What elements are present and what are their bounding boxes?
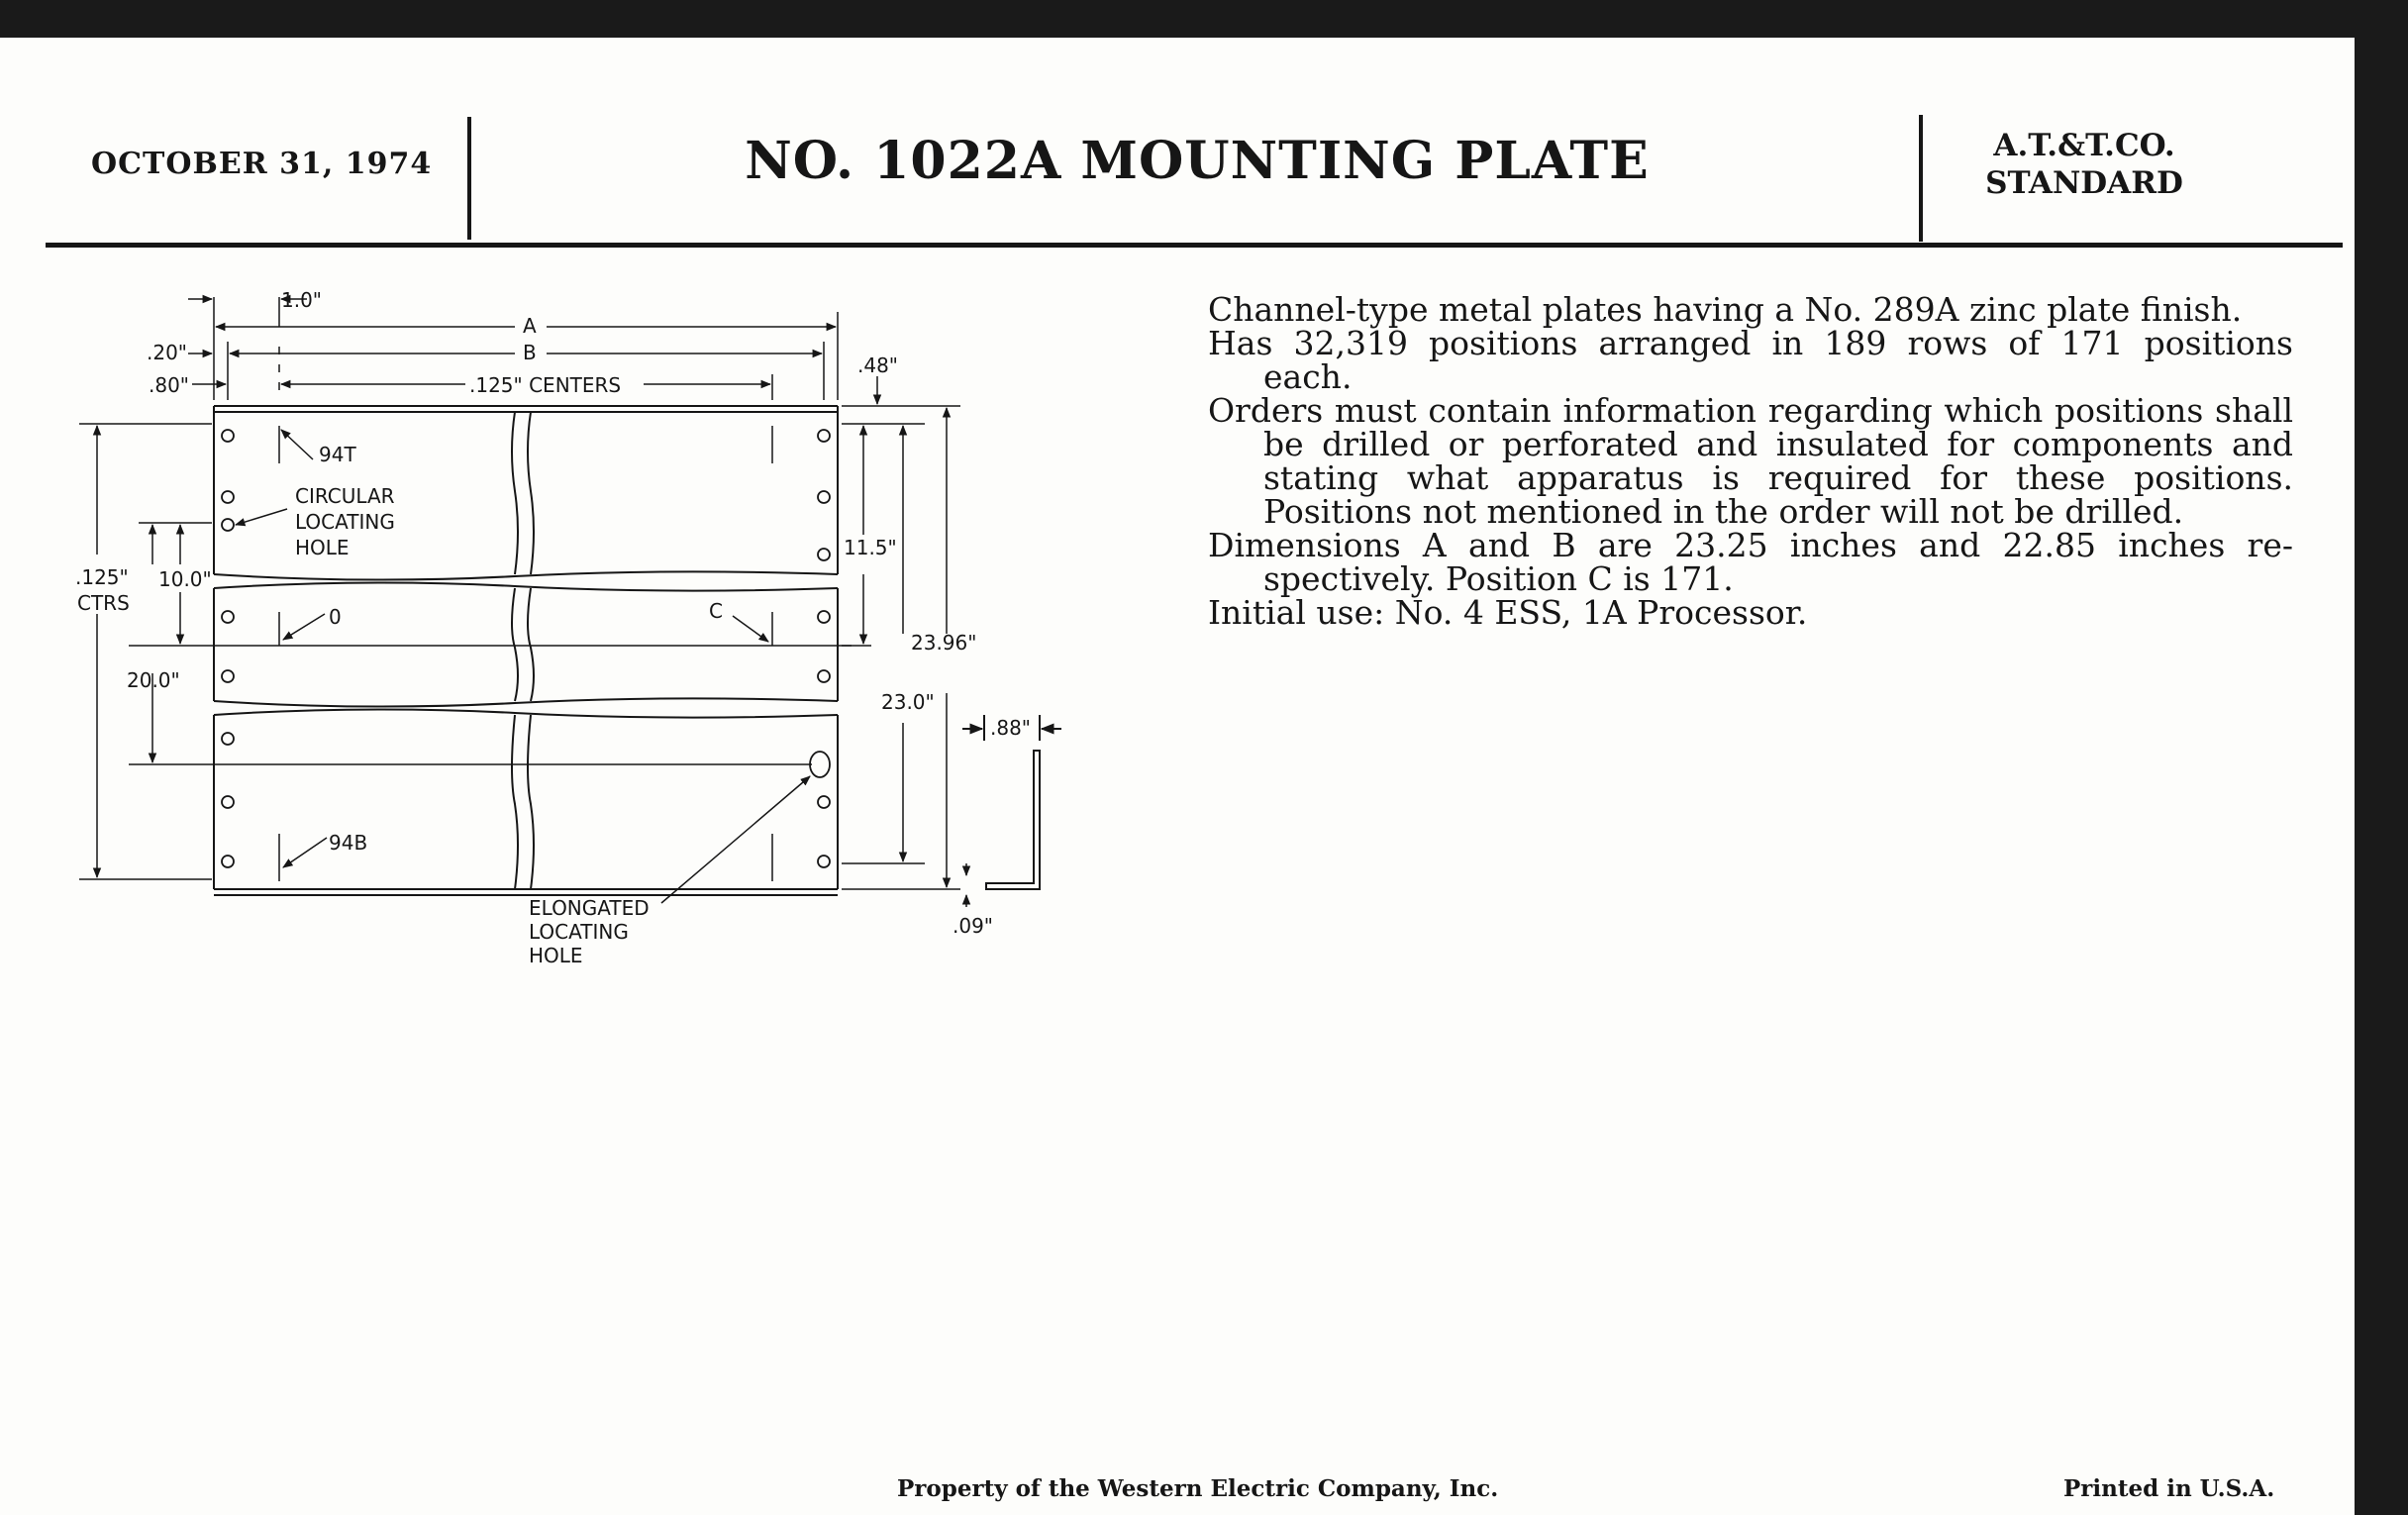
left-dimensions <box>79 424 212 879</box>
dim-020: .20" <box>147 341 188 364</box>
circular-line-1: CIRCULAR <box>295 484 395 508</box>
elongated-line-2: LOCATING <box>529 920 629 944</box>
header-divider-right <box>1919 115 1923 242</box>
right-dimensions <box>842 408 966 907</box>
dim-a: A <box>523 314 537 338</box>
description-orders: Orders must contain information regarding which positions shall be drilled or perforated and insulated for components and stating what apparatus is required for these positions. Positions not mentioned in the order will not be drilled. <box>1208 391 2293 531</box>
dim-048: .48" <box>857 354 899 377</box>
footer-printed: Printed in U.S.A. <box>2063 1475 2275 1502</box>
dim-10-0: 10.0" <box>158 567 212 591</box>
dim-009: .09" <box>953 914 994 938</box>
scan-border-right <box>2355 0 2408 1515</box>
dim-1-0: 1.0" <box>281 288 323 312</box>
elongated-line-1: ELONGATED <box>529 896 650 920</box>
reference-lines <box>129 347 852 881</box>
scan-border-top <box>0 0 2408 38</box>
description-initial-use: Initial use: No. 4 ESS, 1A Processor. <box>1208 593 1808 632</box>
label-94b: 94B <box>329 831 368 855</box>
dim-23-0: 23.0" <box>881 690 935 714</box>
label-c: C <box>709 599 723 623</box>
header-rule <box>46 243 2343 248</box>
ctrs-line-1: .125" <box>75 565 129 589</box>
description-dimensions: Dimensions A and B are 23.25 inches and 22.85 inches re-spectively. Position C is 171. <box>1208 526 2293 598</box>
dim-b: B <box>523 341 537 364</box>
elongated-line-3: HOLE <box>529 944 583 967</box>
plate-outline <box>214 406 838 895</box>
label-94t: 94T <box>319 443 356 466</box>
dim-088: .88" <box>990 716 1032 740</box>
ctrs-line-2: CTRS <box>77 591 130 615</box>
standard-line-1: A.T.&T.CO. <box>1993 128 2175 163</box>
dim-20-0: 20.0" <box>127 668 180 692</box>
description-finish: Channel-type metal plates having a No. 289A zinc plate finish. <box>1208 290 2243 329</box>
centers-label: .125" CENTERS <box>469 373 622 397</box>
dim-23-96: 23.96" <box>911 631 977 655</box>
standard-block <box>1960 127 2208 202</box>
mounting-plate-drawing <box>0 267 1109 980</box>
drawing-labels <box>75 288 1031 967</box>
dim-11-5: 11.5" <box>844 536 897 559</box>
circular-line-3: HOLE <box>295 536 350 559</box>
footer-property: Property of the Western Electric Company, Inc. <box>897 1475 1499 1502</box>
dim-080: .80" <box>149 373 190 397</box>
side-profile <box>962 715 1061 889</box>
standard-line-2: STANDARD <box>1985 165 2183 201</box>
label-0: 0 <box>329 605 342 629</box>
description-positions: Has 32,319 positions arranged in 189 rows of 171 positions each. <box>1208 324 2293 396</box>
description <box>1208 290 2293 632</box>
circular-line-2: LOCATING <box>295 510 395 534</box>
page-title: NO. 1022A MOUNTING PLATE <box>745 131 1650 191</box>
issue-date: OCTOBER 31, 1974 <box>91 147 433 181</box>
